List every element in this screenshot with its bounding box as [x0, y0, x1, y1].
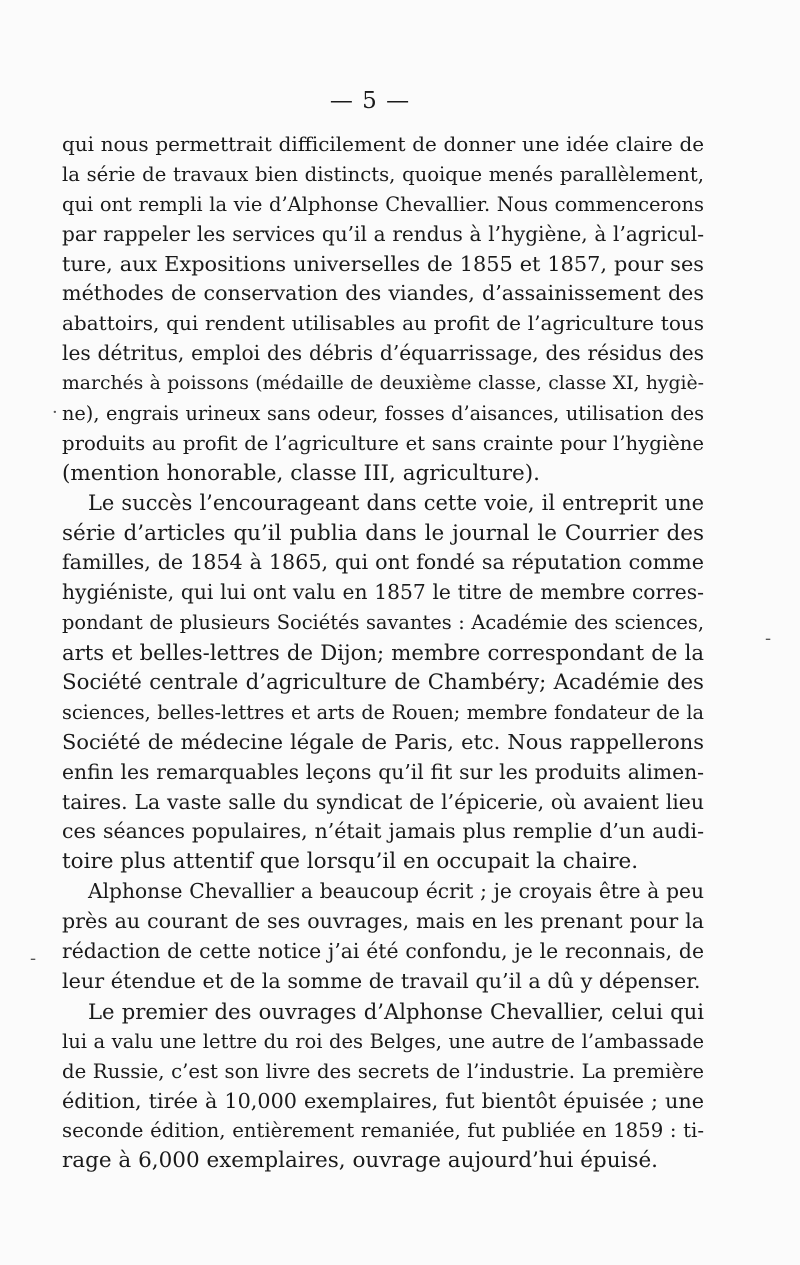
text-line: ture, aux Expositions universelles de 1855 et 1857, pour ses [62, 251, 704, 276]
paragraph-3 [62, 877, 704, 997]
text-line: qui nous permettrait difficilement de donner une idée claire de [62, 133, 704, 156]
text-line: la série de travaux bien distincts, quoique menés parallèlement, [62, 162, 704, 186]
text-line: rage à 6,000 exemplaires, ouvrage aujourd’hui épuisé. [62, 1148, 659, 1174]
text-line: édition, tirée à 10,000 exemplaires, fut bientôt épuisée ; une [62, 1088, 704, 1113]
text-line: ces séances populaires, n’était jamais plus remplie d’un audi- [62, 819, 704, 844]
margin-dot: · [52, 402, 58, 423]
paragraph-2 [62, 489, 704, 878]
margin-dash: - [765, 628, 772, 649]
text-line: marchés à poissons (médaille de deuxième classe, classe XI, hygiè- [62, 373, 704, 395]
text-line: leur étendue et de la somme de travail qu’il a dû y dépenser. [62, 968, 701, 993]
body-text [62, 130, 704, 1176]
paragraph-1 [62, 130, 704, 489]
text-line: de Russie, c’est son livre des secrets de l’industrie. La première [62, 1059, 704, 1083]
text-line: Alphonse Chevallier a beaucoup écrit ; je croyais être à peu [88, 879, 704, 904]
text-line: Le premier des ouvrages d’Alphonse Chevallier, celui qui [88, 998, 704, 1024]
text-line: pondant de plusieurs Sociétés savantes : Académie des sciences, [62, 611, 704, 635]
text-line: taires. La vaste salle du syndicat de l’épicerie, où avaient lieu [62, 789, 704, 814]
text-line: par rappeler les services qu’il a rendus à l’hygiène, à l’agricul- [62, 221, 704, 246]
text-line: Le succès l’encourageant dans cette voie, il entreprit une [88, 490, 704, 515]
page-number: — 5 — [329, 88, 411, 114]
text-line: hygiéniste, qui lui ont valu en 1857 le titre de membre corres- [62, 580, 704, 605]
text-line: toire plus attentif que lorsqu’il en occupait la chaire. [62, 849, 639, 875]
paragraph-4 [62, 997, 704, 1176]
text-line: enfin les remarquables leçons qu’il fit sur les produits alimen- [62, 759, 704, 784]
text-line: (mention honorable, classe III, agriculture). [62, 460, 540, 486]
text-line: Société de médecine légale de Paris, etc. Nous rappellerons [62, 729, 704, 754]
text-line: sciences, belles-lettres et arts de Rouen; membre fondateur de la [62, 700, 704, 724]
text-line: lui a valu une lettre du roi des Belges, une autre de l’ambassade [62, 1029, 704, 1053]
margin-dash: - [30, 948, 37, 969]
text-line: qui ont rempli la vie d’Alphonse Chevallier. Nous commencerons [62, 192, 704, 216]
text-line: rédaction de cette notice j’ai été confondu, je le reconnais, de [62, 939, 704, 964]
text-line: arts et belles-lettres de Dijon; membre correspondant de la [62, 640, 704, 666]
text-line: les détritus, emploi des débris d’équarrissage, des résidus des [62, 341, 704, 366]
text-line: produits au profit de l’agriculture et sans crainte pour l’hygiène [62, 431, 704, 455]
text-line: abattoirs, qui rendent utilisables au profit de l’agriculture tous [62, 311, 704, 336]
text-line: Société centrale d’agriculture de Chambéry; Académie des [62, 670, 704, 696]
text-line: seconde édition, entièrement remaniée, fut publiée en 1859 : ti- [62, 1119, 704, 1143]
text-line: méthodes de conservation des viandes, d’assainissement des [62, 281, 704, 306]
text-line: série d’articles qu’il publia dans le journal le Courrier des [62, 520, 704, 546]
text-line: familles, de 1854 à 1865, qui ont fondé sa réputation comme [62, 550, 704, 575]
text-line: ne), engrais urineux sans odeur, fosses d’aisances, utilisation des [62, 402, 704, 426]
text-line: près au courant de ses ouvrages, mais en les prenant pour la [62, 909, 704, 934]
